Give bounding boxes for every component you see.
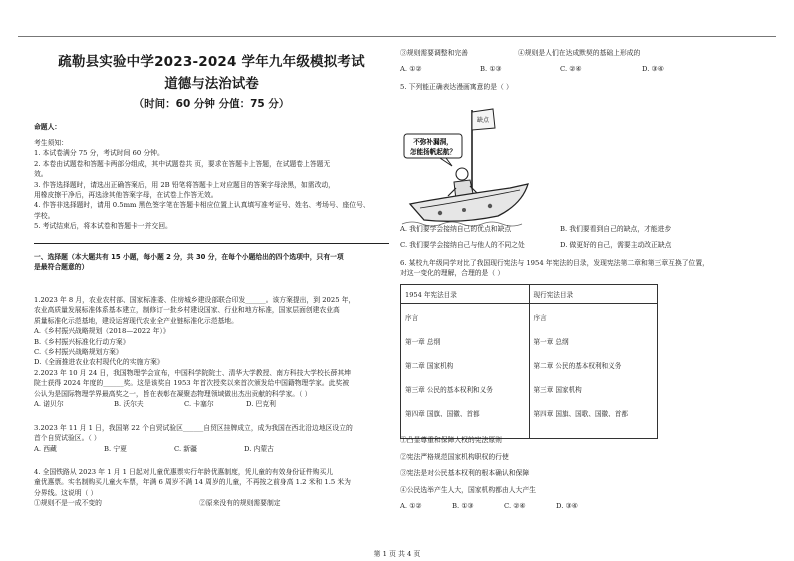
table-row: 序言 [405, 314, 419, 322]
options-row [34, 399, 351, 409]
question-text: 6. 某校九年级同学对比了我国现行宪法与 1954 年宪法的目录，发现宪法第二章和第三章互换了位置， [400, 259, 709, 267]
section-heading-line: 一、选择题（本大题共有 15 小题，每小题 2 分，共 30 分，在每个小题给出的四个选项中，只有一项 [34, 253, 344, 261]
question-1 [34, 295, 355, 368]
flag-text: 缺点 [476, 117, 490, 124]
table-header-1954 [401, 285, 530, 304]
table-row: 序言 [533, 314, 547, 322]
statement-2: ②原来没有的规则需要制定 [199, 499, 281, 508]
option-b[interactable]: B. 我们要看到自己的缺点，才能进步 [560, 225, 672, 233]
option-d[interactable]: D. 做更好的自己，需要主动改正缺点 [560, 241, 672, 250]
option-c[interactable]: C. ②④ [560, 65, 582, 74]
table-cell-current [529, 304, 657, 439]
table-row: 第一章 总纲 [405, 338, 441, 346]
option-b[interactable]: B. ①③ [452, 502, 474, 510]
question-text: 4. 全国铁路从 2023 年 1 月 1 日起对儿童优惠票实行年龄优惠制度，凭儿童的有效身份证件购买儿 [34, 468, 334, 476]
notice-item: 5. 考试结束后，将本试卷和答题卡一并交回。 [34, 222, 172, 231]
option-d[interactable]: D. ③④ [642, 65, 664, 74]
question-text: 院士获得 2024 年度的______奖。这是该奖自 1953 年首次授奖以来首次颁发给中国籍物理学家。此奖被 [34, 379, 350, 388]
q4-continued [400, 48, 664, 75]
constitution-table [400, 284, 658, 439]
option-a[interactable]: A. 诺贝尔 [34, 400, 64, 409]
time-and-score: （时间：60 分钟 分值：75 分） [133, 98, 290, 110]
cartoon-illustration [400, 100, 540, 240]
statement-2: ②宪法严格规范国家机构职权的行使 [400, 452, 509, 461]
question-text: 公认为是国际物理学界最高奖之一，旨在表彰在凝聚态物理领域做出杰出贡献的科学家。（ ） [34, 389, 312, 398]
table-header-current [529, 285, 657, 304]
header-text: 1954 年宪法目录 [405, 291, 457, 299]
table-row: 第四章 国旗、国歌、国徽、首都 [533, 410, 628, 418]
question-text: 分界线。这说明（ ） [34, 488, 98, 497]
options-row [34, 444, 353, 454]
exam-subtitle: 道德与法治试卷 [164, 76, 259, 92]
option-b[interactable]: B. 宁夏 [104, 444, 127, 453]
question-text: 童优惠票。实名制购买儿童火车票，年满 6 周岁不满 14 周岁的儿童，不再按之前身高 1.2 米和 1.5 米为 [34, 478, 351, 487]
option-a[interactable]: A. 西藏 [34, 444, 57, 453]
question-text: 3.2023 年 11 月 1 日，我国第 22 个自贸试验区______自贸区挂牌成立，成为我国在西北沿边地区设立的 [34, 424, 353, 432]
question-4 [34, 467, 351, 509]
question-6-stem [400, 258, 709, 279]
table-row: 第三章 公民的基本权利和义务 [405, 386, 493, 394]
question-6-statements [400, 432, 578, 515]
notice-item: 用橡皮擦干净后，再选涂其他答案字母，在试卷上作答无效。 [34, 191, 218, 200]
statement-4: ④规则是人们在达成默契的基础上形成的 [518, 49, 641, 57]
exam-notice [34, 138, 370, 232]
option-c[interactable]: C. 卡塞尔 [184, 400, 214, 409]
choice-d[interactable]: D.《全面推进农业农村现代化的实施方案》 [34, 358, 164, 367]
question-5-options [400, 224, 671, 251]
statement-3: ③宪法是对公民基本权利的根本确认和保障 [400, 469, 530, 477]
page-number: 第 1 页 共 4 页 [373, 550, 421, 558]
option-d[interactable]: D. 巴克利 [246, 400, 276, 409]
option-a[interactable]: A. 我们要学会接纳自己的优点和缺点 [400, 225, 512, 233]
option-a[interactable]: A. ①② [400, 65, 422, 74]
divider [34, 243, 389, 244]
option-d[interactable]: D. 内蒙古 [244, 444, 274, 453]
choice-b[interactable]: B.《乡村振兴标准化行动方案》 [34, 337, 130, 346]
option-b[interactable]: B. 沃尔夫 [114, 400, 144, 409]
options-row [400, 240, 671, 250]
header-text: 现行宪法目录 [533, 291, 574, 299]
option-b[interactable]: B. ①③ [480, 65, 502, 74]
statement-1: ①凸显尊重和保障人权的宪法原则 [400, 436, 502, 444]
section-heading-line: 是最符合题意的） [34, 263, 89, 272]
section-heading [34, 252, 344, 273]
boat-cartoon [400, 100, 540, 240]
table-row: 第一章 总纲 [533, 338, 569, 346]
statement-3: ③规则需要调整和完善 [400, 49, 468, 57]
choice-c[interactable]: C.《乡村振兴战略规划方案》 [34, 348, 123, 357]
option-c[interactable]: C. 我们要学会接纳自己与他人的不同之处 [400, 241, 525, 250]
table-row: 第四章 国旗、国徽、首都 [405, 410, 480, 418]
table-row: 第二章 国家机构 [405, 362, 454, 370]
top-rule [18, 36, 776, 37]
question-text: 质量标准化示范基地，建设运营现代农业全产业链标准化示范基地。 [34, 316, 238, 325]
options-row [34, 498, 351, 508]
question-2 [34, 368, 351, 410]
option-a[interactable]: A. ①② [400, 502, 422, 510]
option-c[interactable]: C. 新疆 [174, 444, 197, 453]
question-text: 对这一变化的理解，合理的是（ ） [400, 269, 505, 278]
question-text: 首个自贸试验区。（ ） [34, 434, 101, 443]
setter-label: 命题人： [34, 123, 62, 131]
notice-item: 3. 作答选择题时，请选出正确答案后，用 2B 铅笔将答题卡上对应题目的答案字母涂黑，如需改动， [34, 180, 335, 189]
choice-a[interactable]: A.《乡村振兴战略规划（2018—2022 年）》 [34, 327, 170, 336]
bubble-line-1: 不弥补漏洞， [413, 138, 453, 146]
table-row: 第二章 公民的基本权利和义务 [533, 362, 622, 370]
notice-item: 效。 [34, 170, 48, 179]
question-3 [34, 423, 353, 454]
exam-title: 疏勒县实验中学2023-2024 学年九年级模拟考试 [58, 54, 365, 70]
table-cell-1954 [401, 304, 530, 439]
statement-4: ④公民选举产生人大，国家机构都由人大产生 [400, 485, 536, 494]
question-text: 农业高质量发展标准体系基本建立，制修订一批乡村建设国家、行业和地方标准，国家层面创建农业高 [34, 306, 340, 315]
notice-item: 1. 本试卷满分 75 分，考试时间 60 分钟。 [34, 149, 164, 158]
question-5-stem: 5. 下列能正确表达漫画寓意的是（ ） [400, 83, 513, 91]
bubble-line-2: 怎能扬帆起航？ [409, 148, 457, 156]
options-row [400, 64, 664, 74]
statement-1: ①规则不是一成不变的 [34, 499, 102, 508]
notice-item: 4. 作答非选择题时，请用 0.5mm 黑色签字笔在答题卡相应位置上认真填写准考证号、姓名、考场号、座位号、 [34, 201, 370, 210]
question-text: 1.2023 年 8 月，农业农村部、国家标准委、住房城乡建设部联合印发______。该方案提出，到 2025 年， [34, 296, 356, 304]
options-row [400, 48, 664, 58]
notice-heading: 考生须知： [34, 139, 68, 147]
notice-item: 2. 本卷由试题卷和答题卡两部分组成，其中试题卷共 页，要求在答题卡上答题，在试题卷上答题无 [34, 159, 331, 168]
option-d[interactable]: D. ③④ [556, 502, 578, 510]
options-row [400, 224, 671, 234]
table-row: 第三章 国家机构 [533, 386, 582, 394]
options-row [400, 498, 578, 515]
option-c[interactable]: C. ②④ [504, 502, 526, 510]
notice-item: 学校。 [34, 211, 55, 220]
question-text: 2.2023 年 10 月 24 日，我国物理学会宣布，中国科学院院士、清华大学教授、南方科技大学校长薛其坤 [34, 369, 351, 377]
